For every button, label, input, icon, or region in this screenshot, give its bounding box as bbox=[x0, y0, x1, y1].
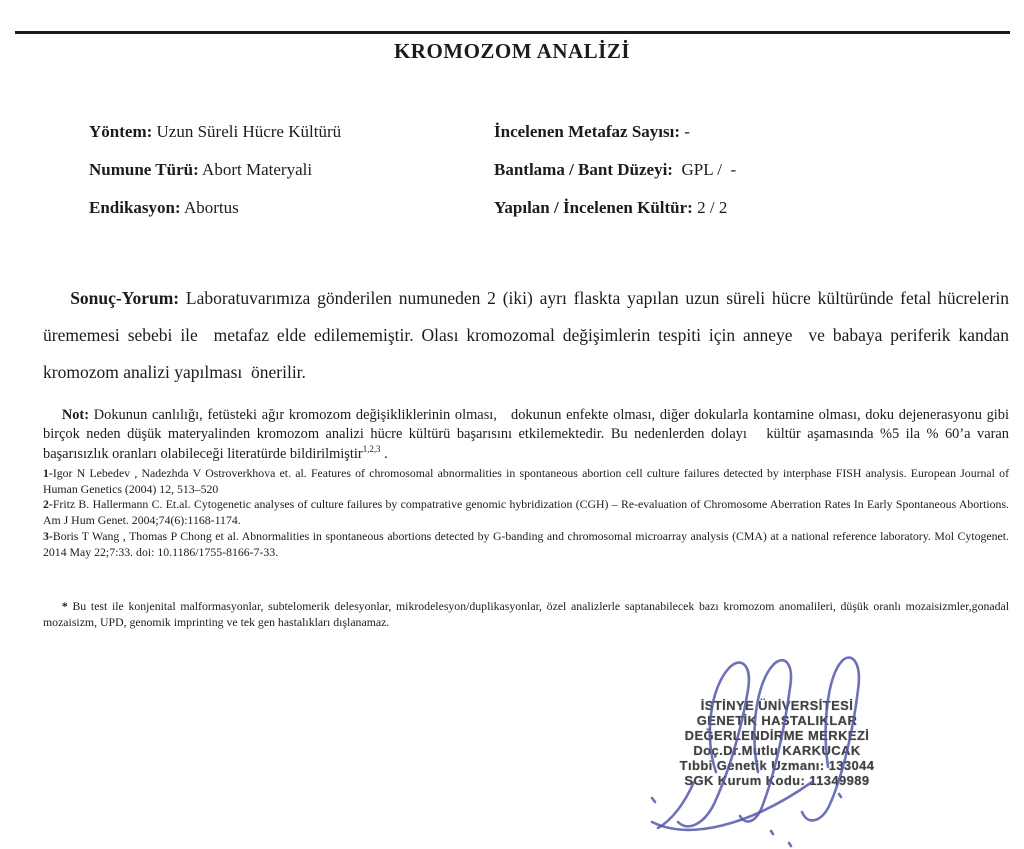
info-fields-right bbox=[460, 102, 1000, 216]
reference-2-number: 2- bbox=[43, 497, 53, 512]
note-label: Not: bbox=[61, 406, 90, 423]
field-metaphase-count-label: İncelenen Metafaz Sayısı: bbox=[494, 122, 681, 141]
field-metaphase-count bbox=[460, 102, 1000, 141]
note-citation-superscript: 1,2,3 bbox=[362, 443, 381, 454]
reference-item-2 bbox=[43, 497, 1009, 528]
field-banding-level-label: Bantlama / Bant Düzeyi: bbox=[494, 160, 673, 179]
stamp-line-center: DEĞERLENDİRME MERKEZİ bbox=[684, 728, 870, 743]
disclaimer-asterisk: * bbox=[61, 599, 68, 613]
field-method bbox=[55, 102, 445, 141]
field-culture-count bbox=[460, 178, 1000, 217]
stamp-line-department: GENETİK HASTALIKLAR bbox=[696, 713, 858, 728]
note-text: Dokunun canlılığı, fetüsteki ağır kromozom değişikliklerinin olması, dokunun enfekte olması, diğer dokularla kontamine olması, doku dejenerasyonu gibi birçok neden düşük materyalinden kromozom analizi hücre kültürü başarısını etkilemektedir. Bu nedenlerden dolayı kültür aşamasında %5 ila % 60’a varan başarısızlık oranları olabileceği literatürde bildirilmiştir bbox=[43, 406, 1013, 462]
field-banding-level bbox=[460, 140, 1000, 179]
reference-1-text: Igor N Lebedev , Nadezhda V Ostroverkhova et. al. Features of chromosomal abnormalities in spontaneous abortion cell culture failures detected by interphase FISH analysis. European Journal of Human Genetics (2004) 12, 513–520 bbox=[43, 466, 1009, 496]
field-indication bbox=[55, 178, 445, 217]
field-metaphase-count-value: - bbox=[680, 122, 690, 141]
field-sample-type bbox=[55, 140, 445, 179]
reference-item-1 bbox=[43, 466, 1009, 497]
signature-ink bbox=[628, 652, 898, 849]
reference-3-text: Boris T Wang , Thomas P Chong et al. Abnormalities in spontaneous abortions detected by G-banding and chromosomal microarray analysis (CMA) at a national reference laboratory. Mol Cytogenet. 2014 May 22;7:33. doi: 10.1186/1755-8166-7-33. bbox=[43, 528, 1009, 559]
stamp-line-doctor-name: Doç.Dr.Mutlu KARKUCAK bbox=[693, 743, 861, 758]
stamp-line-institution: İSTİNYE ÜNİVERSİTESİ bbox=[700, 698, 854, 713]
info-fields-left bbox=[55, 102, 445, 216]
header-divider bbox=[15, 31, 1010, 34]
field-method-label: Yöntem: bbox=[89, 122, 153, 141]
result-text: Laboratuvarımıza gönderilen numuneden 2 (iki) ayrı flaskta yapılan uzun süreli hücre kültüründe fetal hücrelerin ürememesi sebebi ile metafaz elde edilememiştir. Olası kromozomal değişimlerin tespiti için anneye ve babaya periferik kandan kromozom analizi yapılması önerilir. bbox=[43, 288, 1014, 382]
field-sample-type-label: Numune Türü: bbox=[89, 160, 199, 179]
page-title: KROMOZOM ANALİZİ bbox=[393, 39, 631, 63]
field-indication-value: Abortus bbox=[180, 198, 239, 217]
disclaimer-paragraph bbox=[43, 582, 1012, 646]
stamp-line-specialist-id: Tıbbi Genetik Uzmanı: 133044 bbox=[679, 758, 875, 773]
reference-1-number: 1- bbox=[43, 466, 53, 480]
reference-list bbox=[43, 466, 1009, 560]
reference-2-text: Fritz B. Hallermann C. Et.al. Cytogenetic analyses of culture failures by compatrative genomic hybridization (CGH) – Re-evaluation of Chromosome Aberration Rates In Early Spontaneous Abortions. Am J Hum Genet. 2004;74(6):1168-1174. bbox=[43, 497, 1009, 528]
stamp-line-sgk-code: SGK Kurum Kodu: 11349989 bbox=[684, 773, 870, 788]
field-culture-count-label: Yapılan / İncelenen Kültür: bbox=[494, 198, 693, 217]
field-culture-count-value: 2 / 2 bbox=[692, 198, 728, 217]
disclaimer-text: Bu test ile konjenital malformasyonlar, subtelomerik delesyonlar, mikrodelesyon/duplikasyonlar, özel analizlerle saptanabilecek bazı kromozom anomalileri, düşük oranlı mozaisizmler,gonadal mozaisizm, UPD, genomik imprinting ve tek gen hastalıkları dışlanamaz. bbox=[43, 599, 1012, 629]
field-banding-level-value: GPL / - bbox=[672, 160, 737, 179]
result-label: Sonuç-Yorum: bbox=[70, 288, 180, 308]
reference-3-number: 3- bbox=[43, 528, 53, 543]
field-method-value: Uzun Süreli Hücre Kültürü bbox=[152, 122, 342, 141]
note-suffix: . bbox=[380, 445, 388, 462]
field-sample-type-value: Abort Materyali bbox=[198, 160, 313, 179]
field-indication-label: Endikasyon: bbox=[89, 198, 181, 217]
reference-item-3 bbox=[43, 529, 1009, 560]
